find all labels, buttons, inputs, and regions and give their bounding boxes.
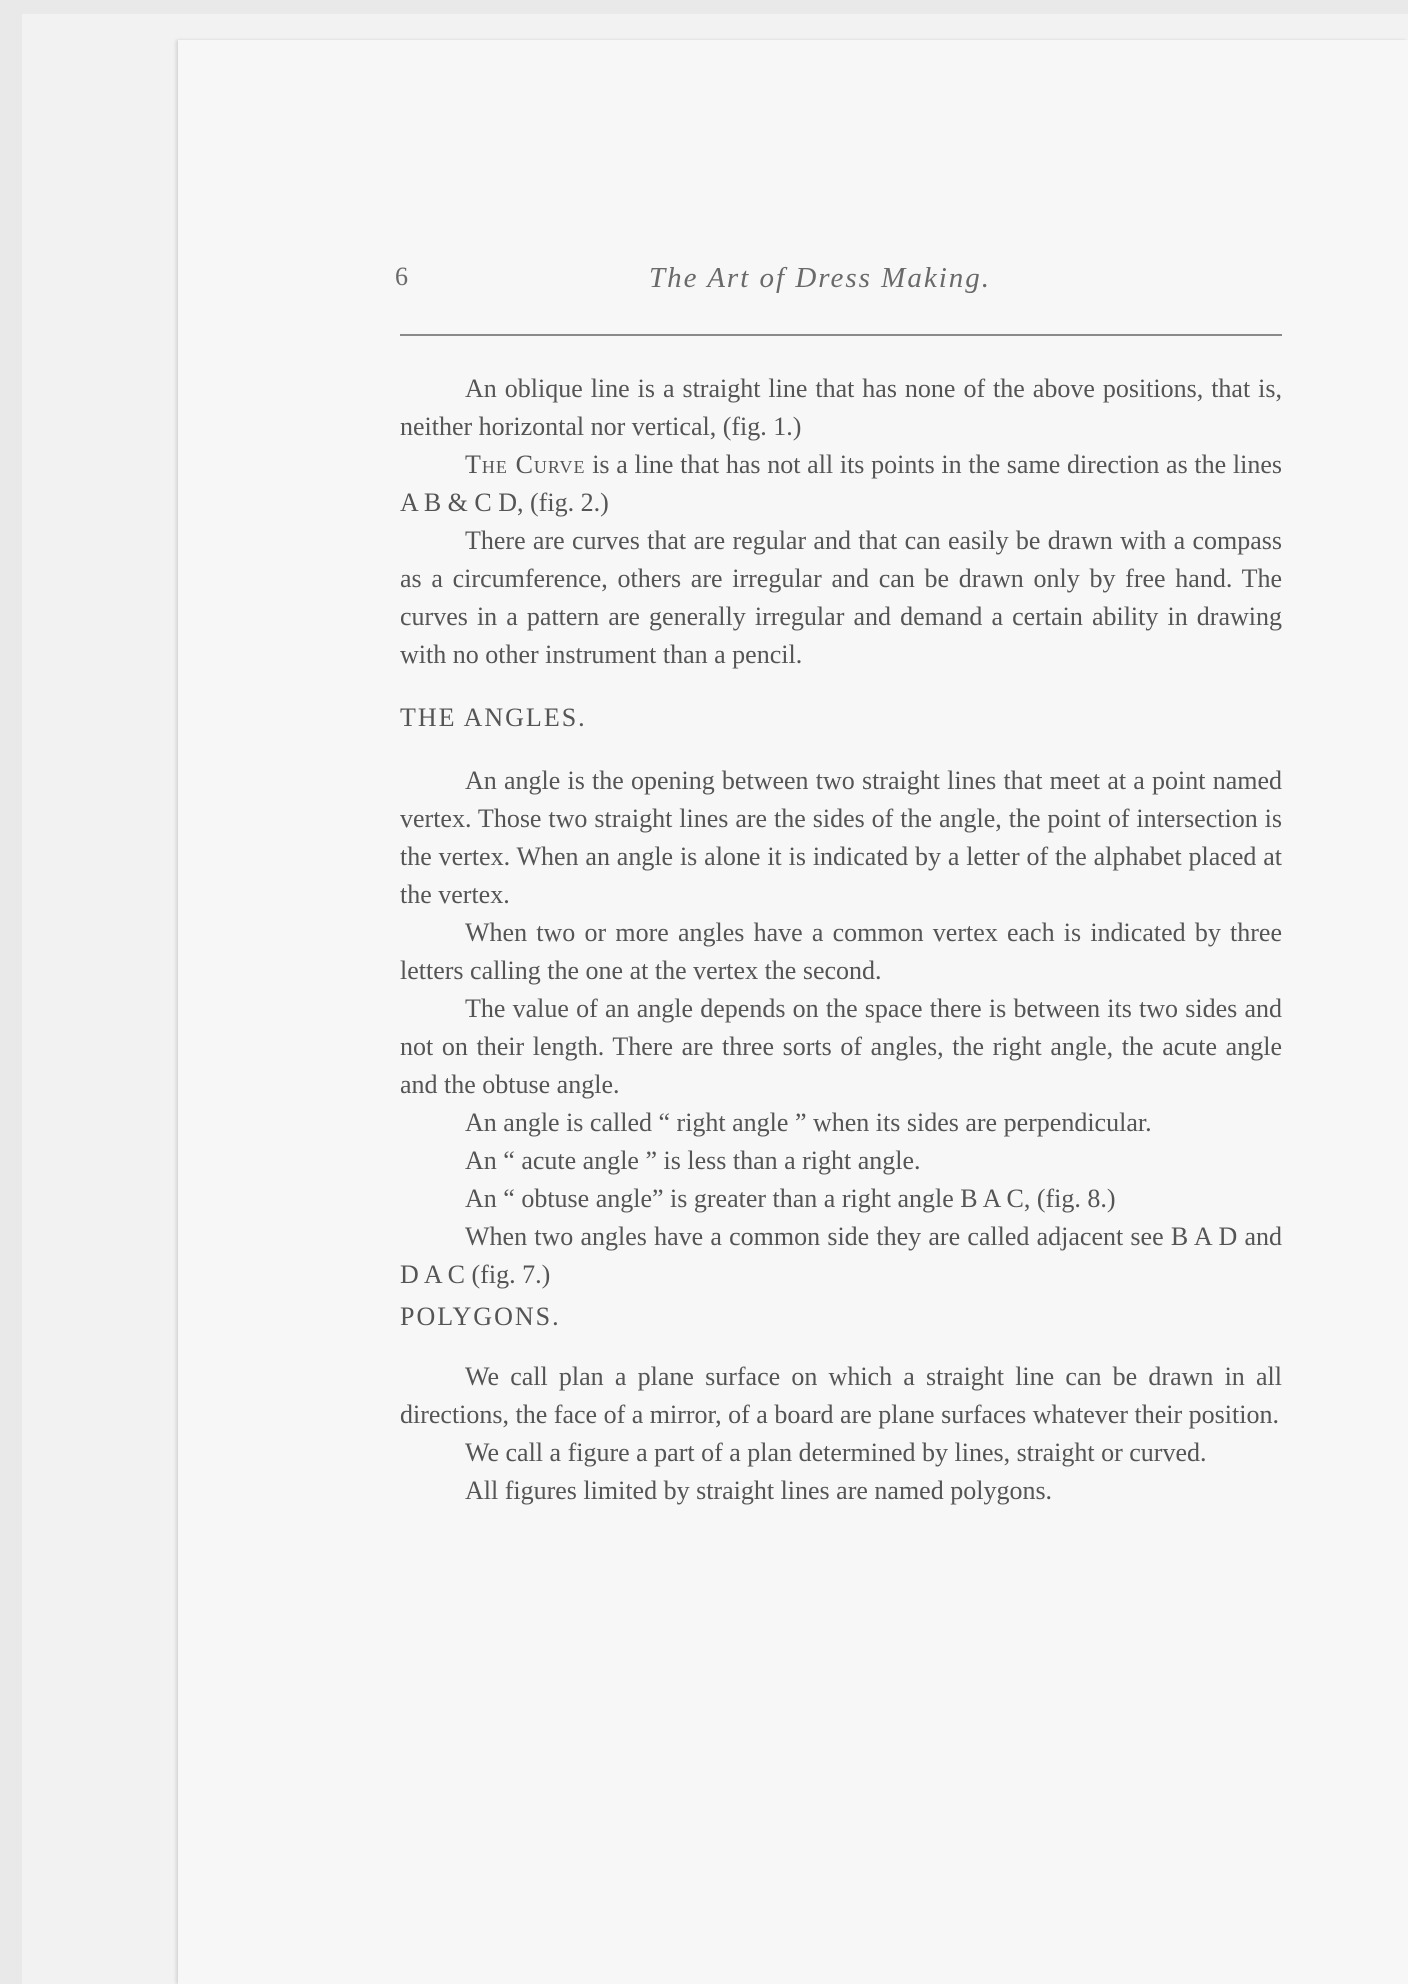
paragraph-plane-surface: We call plan a plane surface on which a straight line can be drawn in all directions, the face of a mirror, of a board are plane surfaces whatever their position. xyxy=(400,1362,1282,1429)
paragraph-curve-text: is a line that has not all its points in the same direction as the lines A B & C D, (fig. 2.) xyxy=(400,450,1282,517)
paragraph-acute-angle: An “ acute angle ” is less than a right angle. xyxy=(465,1146,921,1175)
paragraph-common-vertex: When two or more angles have a common vertex each is indicated by three letters calling the one at the vertex the second. xyxy=(400,918,1282,985)
paragraph-angle-value: The value of an angle depends on the space there is between its two sides and not on their length. There are three sorts of angles, the right angle, the acute angle and the obtuse angle. xyxy=(400,994,1282,1099)
heading-polygons: POLYGONS. xyxy=(400,1302,561,1331)
running-title: The Art of Dress Making. xyxy=(648,262,992,294)
paragraph-curve xyxy=(400,446,1282,522)
paragraph-oblique-line: An oblique line is a straight line that has none of the above positions, that is, neither horizontal nor vertical, (fig. 1.) xyxy=(400,374,1282,441)
paragraph-right-angle: An angle is called “ right angle ” when its sides are perpendicular. xyxy=(465,1108,1152,1137)
paragraph-polygons: All figures limited by straight lines are named polygons. xyxy=(465,1476,1053,1505)
body-text xyxy=(400,370,1282,1510)
heading-angles: THE ANGLES. xyxy=(400,703,587,732)
term-the-curve: The Curve xyxy=(465,450,586,479)
page-number: 6 xyxy=(395,262,408,291)
paragraph-angle-definition: An angle is the opening between two straight lines that meet at a point named vertex. Those two straight lines are the sides of the angle, the point of intersection is the vertex. When an angle is alone it is indicated by a letter of the alphabet placed at the vertex. xyxy=(400,766,1282,909)
header-rule xyxy=(400,334,1282,336)
paragraph-figure: We call a figure a part of a plan determined by lines, straight or curved. xyxy=(465,1438,1207,1467)
paragraph-adjacent-angles: When two angles have a common side they are called adjacent see B A D and D A C (fig. 7.) xyxy=(400,1222,1282,1289)
paragraph-obtuse-angle: An “ obtuse angle” is greater than a right angle B A C, (fig. 8.) xyxy=(465,1184,1116,1213)
paragraph-curves-regular: There are curves that are regular and that can easily be drawn with a compass as a circumference, others are irregular and can be drawn only by free hand. The curves in a pattern are generally irregular and demand a certain ability in drawing with no other instrument than a pencil. xyxy=(400,526,1282,669)
